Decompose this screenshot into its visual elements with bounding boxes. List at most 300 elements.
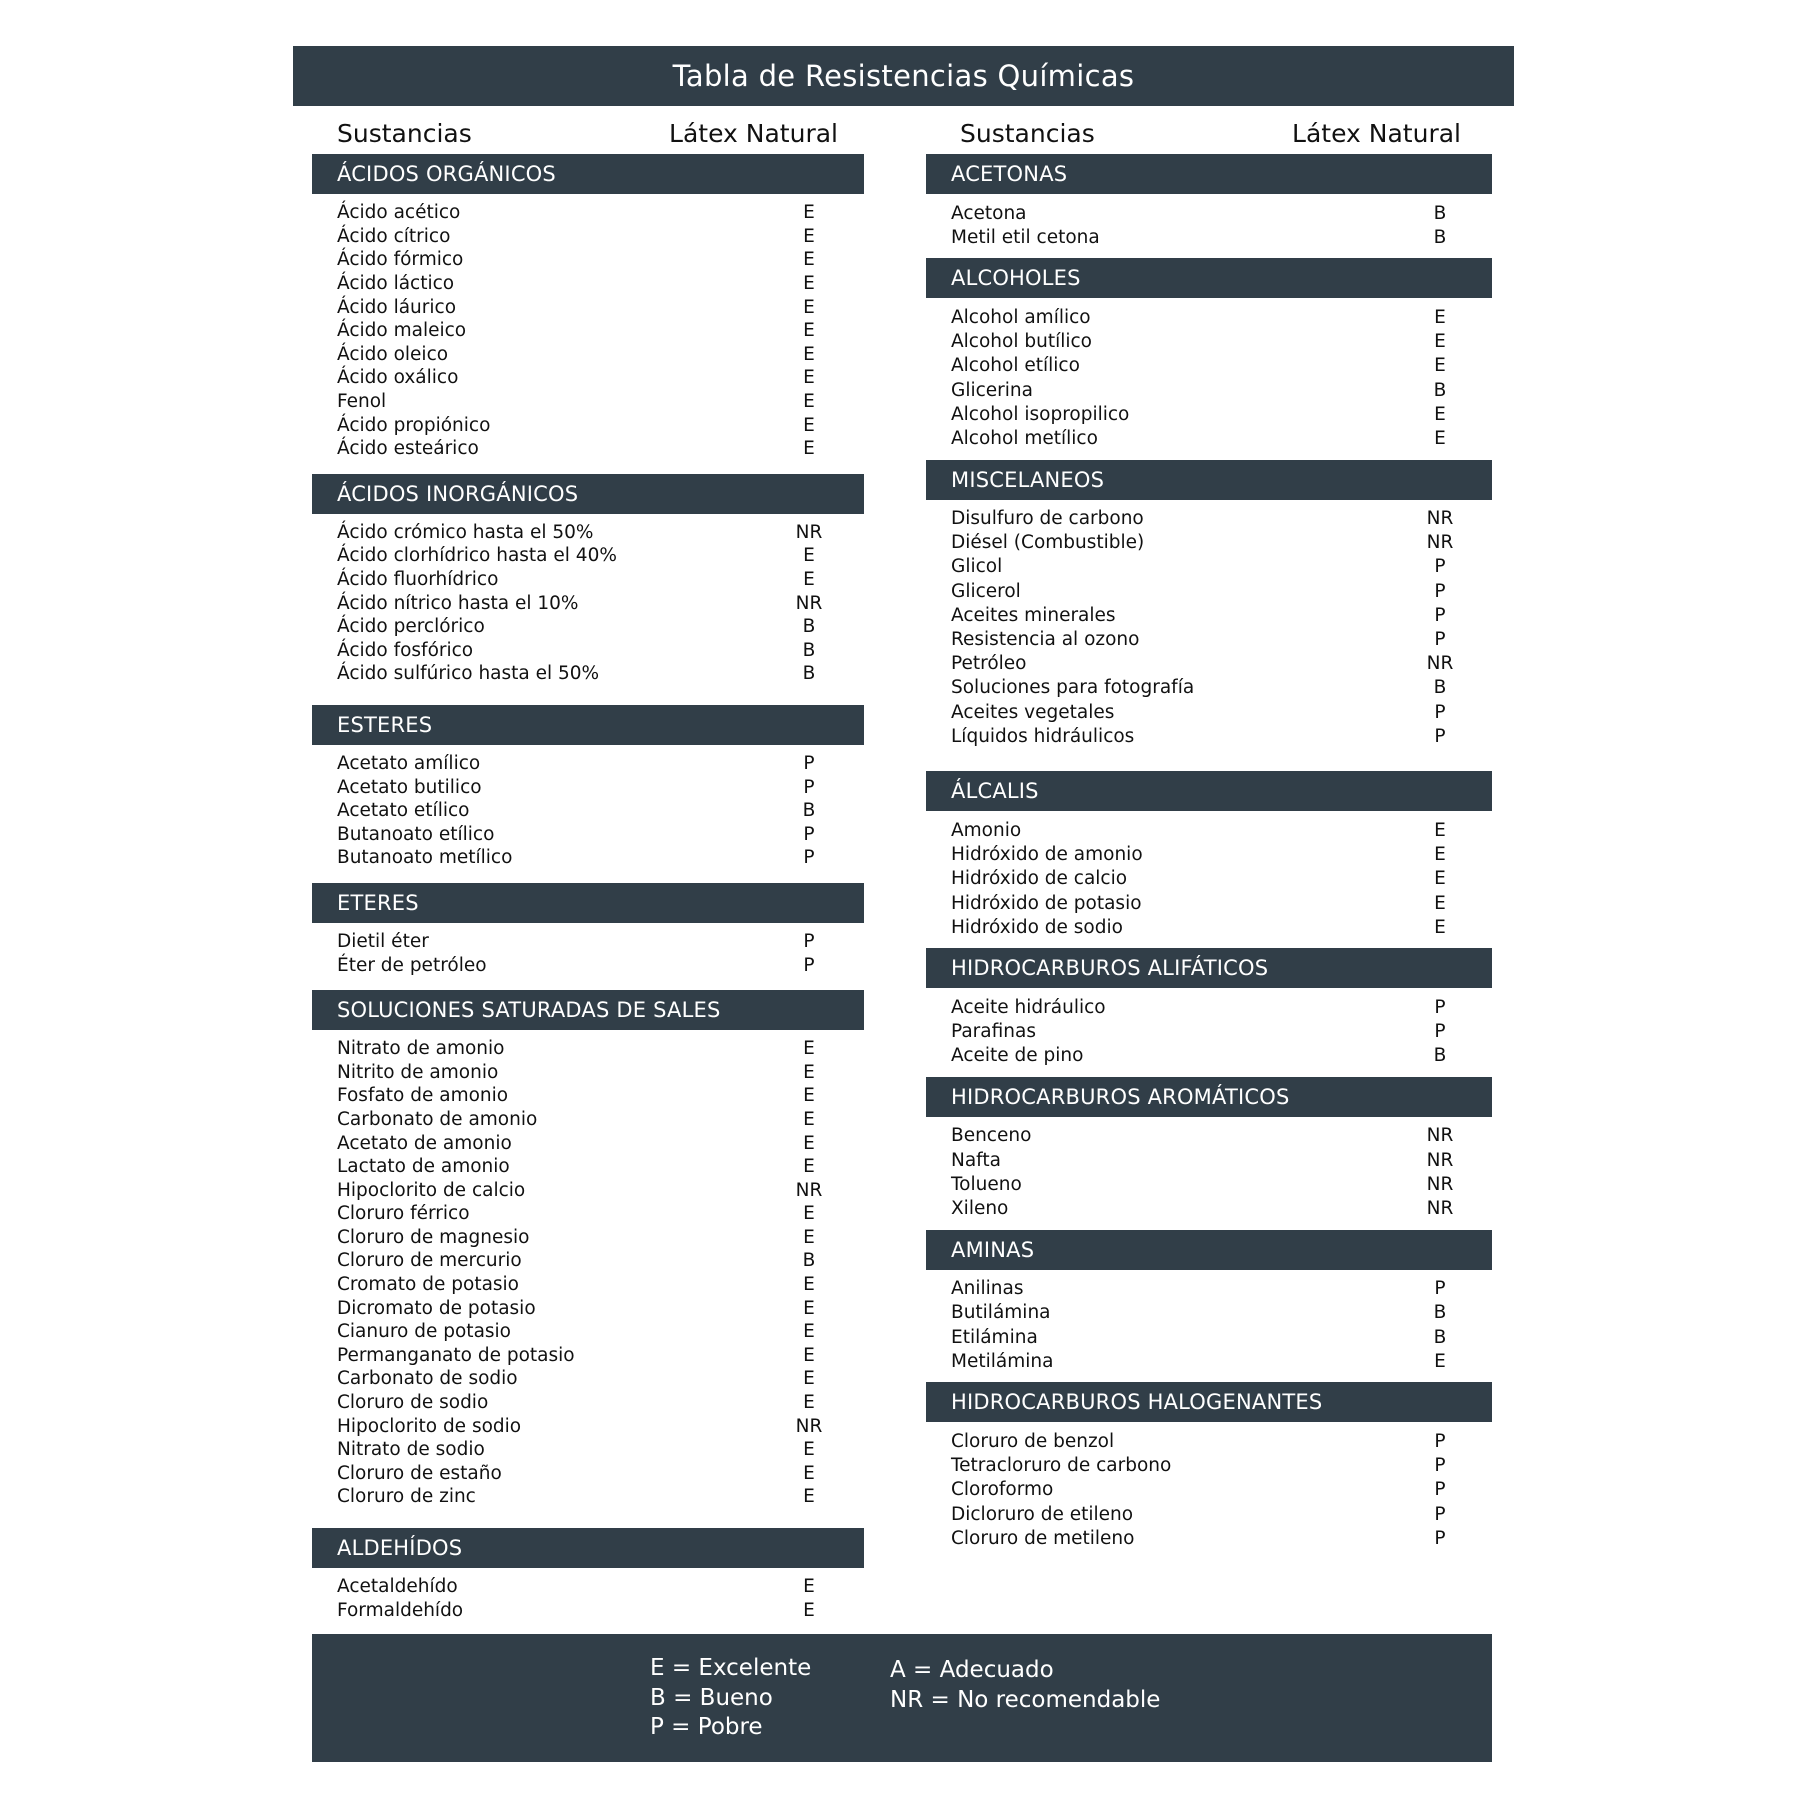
resistance-rating: E <box>1434 306 1446 328</box>
resistance-rating: E <box>803 545 815 567</box>
substance-name: Hidróxido de calcio <box>951 868 1128 890</box>
section-rows <box>312 1568 864 1631</box>
substance-name: Ácido perclórico <box>337 616 485 638</box>
section <box>312 1528 864 1631</box>
substance-name: Acetaldehído <box>337 1576 458 1598</box>
resistance-rating: NR <box>1426 1173 1454 1195</box>
section <box>312 705 864 879</box>
substance-name: Etilámina <box>951 1326 1038 1348</box>
substance-name: Ácido propiónico <box>337 414 491 436</box>
section-rows <box>312 923 864 986</box>
substance-name: Cloruro de sodio <box>337 1392 489 1414</box>
substance-name: Hipoclorito de calcio <box>337 1179 526 1201</box>
table-row <box>312 1060 864 1084</box>
table-row <box>926 378 1492 402</box>
table-row <box>312 201 864 225</box>
resistance-rating: E <box>803 1085 815 1107</box>
substance-name: Ácido crómico hasta el 50% <box>337 521 594 543</box>
substance-name: Dicloruro de etileno <box>951 1503 1134 1525</box>
substance-name: Anilinas <box>951 1278 1024 1300</box>
table-row <box>926 891 1492 915</box>
substance-name: Ácido fosfórico <box>337 639 474 661</box>
legend-item: NR = No recomendable <box>890 1686 1161 1713</box>
resistance-rating: E <box>803 1108 815 1130</box>
section-rows <box>926 811 1492 948</box>
page-title: Tabla de Resistencias Químicas <box>293 46 1514 106</box>
section <box>312 154 864 470</box>
table-row <box>312 662 864 686</box>
substance-name: Lactato de amonio <box>337 1156 510 1178</box>
resistance-rating: P <box>1434 725 1446 747</box>
substance-name: Carbonato de amonio <box>337 1108 538 1130</box>
resistance-rating: E <box>803 1462 815 1484</box>
resistance-rating: B <box>1433 1302 1447 1324</box>
resistance-rating: E <box>803 1368 815 1390</box>
substance-name: Ácido acético <box>337 202 461 224</box>
resistance-rating: NR <box>1426 1125 1454 1147</box>
resistance-rating: E <box>803 1132 815 1154</box>
table-row <box>926 724 1492 748</box>
table-row <box>926 1526 1492 1550</box>
substances-header: Sustancias <box>960 118 1095 148</box>
substance-name: Cloroformo <box>951 1479 1054 1501</box>
substance-name: Dietil éter <box>337 930 429 952</box>
table-row <box>312 295 864 319</box>
resistance-rating: B <box>802 616 816 638</box>
table-row <box>926 555 1492 579</box>
table-row <box>312 1598 864 1622</box>
substance-name: Cloruro de estaño <box>337 1462 502 1484</box>
resistance-rating: E <box>803 1203 815 1225</box>
resistance-rating: P <box>1434 604 1446 626</box>
resistance-rating: E <box>803 1392 815 1414</box>
resistance-rating: P <box>1434 996 1446 1018</box>
resistance-rating: B <box>802 1250 816 1272</box>
resistance-rating: B <box>1433 379 1447 401</box>
table-row <box>312 1202 864 1226</box>
substance-name: Butilámina <box>951 1302 1051 1324</box>
substance-name: Aceite hidráulico <box>951 996 1106 1018</box>
table-row <box>312 775 864 799</box>
table-row <box>312 366 864 390</box>
section-header: HIDROCARBUROS AROMÁTICOS <box>926 1077 1492 1117</box>
substance-name: Glicerina <box>951 379 1033 401</box>
substance-name: Carbonato de sodio <box>337 1368 518 1390</box>
resistance-rating: P <box>803 954 815 976</box>
table-row <box>926 818 1492 842</box>
table-row <box>312 1131 864 1155</box>
substance-name: Butanoato etílico <box>337 823 495 845</box>
substance-name: Hidróxido de sodio <box>951 916 1123 938</box>
resistance-rating: P <box>803 930 815 952</box>
section-header: HIDROCARBUROS ALIFÁTICOS <box>926 948 1492 988</box>
section-rows <box>312 194 864 470</box>
substance-name: Acetona <box>951 202 1027 224</box>
section-header: HIDROCARBUROS HALOGENANTES <box>926 1382 1492 1422</box>
substance-name: Cianuro de potasio <box>337 1321 511 1343</box>
substance-name: Xileno <box>951 1198 1009 1220</box>
substance-name: Hidróxido de potasio <box>951 892 1142 914</box>
table-row <box>312 846 864 870</box>
legend <box>312 1634 1492 1762</box>
resistance-rating: E <box>803 343 815 365</box>
substance-name: Dicromato de potasio <box>337 1297 536 1319</box>
table-row <box>926 1325 1492 1349</box>
table-row <box>926 354 1492 378</box>
substance-name: Petróleo <box>951 653 1027 675</box>
table-row <box>926 305 1492 329</box>
column-header-right <box>960 114 1461 152</box>
section <box>926 258 1492 459</box>
section-rows <box>926 500 1492 758</box>
table-row <box>926 843 1492 867</box>
resistance-rating: P <box>803 823 815 845</box>
substance-name: Parafinas <box>951 1021 1036 1043</box>
table-row <box>312 343 864 367</box>
table-row <box>926 579 1492 603</box>
table-row <box>926 1172 1492 1196</box>
substance-name: Tolueno <box>951 1173 1022 1195</box>
substance-name: Fosfato de amonio <box>337 1085 509 1107</box>
table-row <box>926 1502 1492 1526</box>
table-row <box>926 1196 1492 1220</box>
substance-name: Ácido fórmico <box>337 249 464 271</box>
section-rows <box>926 1422 1492 1559</box>
section-rows <box>926 194 1492 258</box>
legend-item: P = Pobre <box>650 1714 763 1740</box>
substance-name: Aceites vegetales <box>951 701 1115 723</box>
resistance-rating: B <box>1433 202 1447 224</box>
table-row <box>312 1108 864 1132</box>
substance-name: Ácido cítrico <box>337 225 451 247</box>
table-row <box>312 1438 864 1462</box>
substance-name: Acetato de amonio <box>337 1132 512 1154</box>
legend-item: B = Bueno <box>650 1684 773 1711</box>
resistance-rating: P <box>1434 1455 1446 1477</box>
table-row <box>926 1148 1492 1172</box>
table-row <box>926 330 1492 354</box>
resistance-rating: E <box>803 296 815 318</box>
substance-name: Disulfuro de carbono <box>951 508 1144 530</box>
resistance-rating: P <box>1434 1479 1446 1501</box>
substance-name: Acetato amílico <box>337 752 481 774</box>
substance-name: Cloruro férrico <box>337 1203 470 1225</box>
section-header: ALDEHÍDOS <box>312 1528 864 1568</box>
section <box>926 154 1492 258</box>
table-row <box>926 402 1492 426</box>
resistance-rating: P <box>1434 701 1446 723</box>
table-row <box>312 591 864 615</box>
substance-name: Hipoclorito de sodio <box>337 1415 522 1437</box>
table-row <box>926 995 1492 1019</box>
table-row <box>312 1084 864 1108</box>
resistance-rating: E <box>803 1156 815 1178</box>
section-header: ÁLCALIS <box>926 771 1492 811</box>
section-rows <box>312 1030 864 1518</box>
substance-name: Metilámina <box>951 1350 1054 1372</box>
substance-name: Diésel (Combustible) <box>951 532 1145 554</box>
section-header: MISCELANEOS <box>926 460 1492 500</box>
resistance-rating: NR <box>1426 508 1454 530</box>
table-row <box>312 752 864 776</box>
table-row <box>926 1478 1492 1502</box>
table-row <box>312 639 864 663</box>
table-row <box>926 225 1492 249</box>
section-header: SOLUCIONES SATURADAS DE SALES <box>312 990 864 1030</box>
resistance-rating: P <box>1434 1430 1446 1452</box>
resistance-rating: E <box>803 273 815 295</box>
column-header-left <box>337 114 838 152</box>
table-row <box>926 1349 1492 1373</box>
resistance-rating: B <box>1433 1045 1447 1067</box>
substance-name: Aceite de pino <box>951 1045 1084 1067</box>
resistance-rating: E <box>803 1576 815 1598</box>
left-column <box>312 154 864 1631</box>
table-row <box>312 822 864 846</box>
table-row <box>926 627 1492 651</box>
substance-name: Nitrito de amonio <box>337 1061 499 1083</box>
table-row <box>926 1277 1492 1301</box>
resistance-rating: E <box>1434 819 1446 841</box>
table-row <box>312 1344 864 1368</box>
table-row <box>312 437 864 461</box>
section-rows <box>926 988 1492 1077</box>
substance-name: Cromato de potasio <box>337 1274 520 1296</box>
resistance-rating: E <box>1434 916 1446 938</box>
resistance-rating: NR <box>795 1415 823 1437</box>
table-row <box>312 319 864 343</box>
table-row <box>312 521 864 545</box>
resistance-rating: E <box>803 1274 815 1296</box>
resistance-rating: P <box>803 847 815 869</box>
table-row <box>312 1320 864 1344</box>
material-header: Látex Natural <box>1292 118 1461 148</box>
resistance-rating: E <box>803 1038 815 1060</box>
resistance-rating: E <box>803 225 815 247</box>
resistance-rating: E <box>803 414 815 436</box>
table-row <box>312 225 864 249</box>
table-row <box>312 413 864 437</box>
resistance-rating: B <box>802 663 816 685</box>
right-column <box>926 154 1492 1559</box>
resistance-rating: P <box>803 776 815 798</box>
substance-name: Ácido oleico <box>337 343 449 365</box>
section-rows <box>312 514 864 695</box>
resistance-rating: E <box>803 1321 815 1343</box>
substance-name: Metil etil cetona <box>951 226 1100 248</box>
resistance-rating: NR <box>795 521 823 543</box>
resistance-rating: E <box>803 438 815 460</box>
resistance-rating: P <box>1434 1278 1446 1300</box>
table-row <box>312 248 864 272</box>
table-row <box>312 1249 864 1273</box>
legend-item: E = Excelente <box>650 1655 812 1681</box>
substance-name: Ácido nítrico hasta el 10% <box>337 592 579 614</box>
table-row <box>926 1020 1492 1044</box>
resistance-rating: P <box>1434 556 1446 578</box>
legend-item: A = Adecuado <box>890 1657 1054 1683</box>
substance-name: Hidróxido de amonio <box>951 844 1143 866</box>
section-rows <box>926 1117 1492 1230</box>
substance-name: Ácido sulfúrico hasta el 50% <box>337 663 600 685</box>
table-row <box>926 531 1492 555</box>
substance-name: Glicol <box>951 556 1003 578</box>
table-row <box>926 507 1492 531</box>
substance-name: Alcohol metílico <box>951 427 1098 449</box>
substance-name: Formaldehído <box>337 1599 464 1621</box>
resistance-rating: P <box>1434 1503 1446 1525</box>
table-row <box>312 390 864 414</box>
section-header: ALCOHOLES <box>926 258 1492 298</box>
table-row <box>926 1044 1492 1068</box>
substance-name: Nitrato de sodio <box>337 1439 485 1461</box>
resistance-rating: E <box>803 1297 815 1319</box>
resistance-rating: E <box>803 1486 815 1508</box>
resistance-rating: NR <box>1426 532 1454 554</box>
resistance-rating: E <box>1434 892 1446 914</box>
substance-name: Permanganato de potasio <box>337 1344 575 1366</box>
resistance-rating: E <box>803 1344 815 1366</box>
table-row <box>312 1485 864 1509</box>
substance-name: Fenol <box>337 391 387 413</box>
substance-name: Aceites minerales <box>951 604 1116 626</box>
resistance-rating: E <box>803 320 815 342</box>
resistance-rating: E <box>803 249 815 271</box>
resistance-rating: E <box>803 1226 815 1248</box>
resistance-rating: NR <box>1426 1198 1454 1220</box>
substance-name: Ácido fluorhídrico <box>337 569 499 591</box>
table-row <box>312 799 864 823</box>
resistance-rating: P <box>803 752 815 774</box>
substance-name: Cloruro de benzol <box>951 1430 1115 1452</box>
resistance-rating: E <box>803 391 815 413</box>
resistance-rating: E <box>1434 868 1446 890</box>
section <box>312 990 864 1518</box>
resistance-rating: NR <box>1426 653 1454 675</box>
resistance-rating: E <box>803 202 815 224</box>
table-row <box>312 272 864 296</box>
substance-name: Cloruro de metileno <box>951 1527 1135 1549</box>
table-row <box>926 603 1492 627</box>
table-row <box>312 1367 864 1391</box>
section <box>926 1077 1492 1230</box>
resistance-rating: E <box>803 569 815 591</box>
substance-name: Butanoato metílico <box>337 847 513 869</box>
table-row <box>312 1273 864 1297</box>
table-row <box>926 700 1492 724</box>
table-row <box>926 1454 1492 1478</box>
resistance-rating: NR <box>795 1179 823 1201</box>
substance-name: Resistencia al ozono <box>951 629 1140 651</box>
substance-name: Ácido esteárico <box>337 438 479 460</box>
section <box>926 771 1492 948</box>
table-row <box>926 676 1492 700</box>
substance-name: Tetracloruro de carbono <box>951 1455 1172 1477</box>
resistance-rating: NR <box>1426 1149 1454 1171</box>
section <box>926 948 1492 1077</box>
table-row <box>312 544 864 568</box>
resistance-rating: E <box>803 367 815 389</box>
resistance-rating: E <box>1434 1350 1446 1372</box>
substance-name: Ácido clorhídrico hasta el 40% <box>337 545 617 567</box>
resistance-rating: P <box>1434 1021 1446 1043</box>
section-header: ÁCIDOS INORGÁNICOS <box>312 474 864 514</box>
resistance-rating: E <box>1434 403 1446 425</box>
table-row <box>312 568 864 592</box>
substance-name: Ácido maleico <box>337 320 467 342</box>
section-header: ETERES <box>312 883 864 923</box>
resistance-rating: P <box>1434 580 1446 602</box>
resistance-rating: E <box>1434 427 1446 449</box>
resistance-rating: NR <box>795 592 823 614</box>
material-header: Látex Natural <box>669 118 838 148</box>
substance-name: Cloruro de zinc <box>337 1486 476 1508</box>
section-header: ÁCIDOS ORGÁNICOS <box>312 154 864 194</box>
resistance-rating: P <box>1434 629 1446 651</box>
section <box>312 474 864 695</box>
substance-name: Nitrato de amonio <box>337 1038 505 1060</box>
substance-name: Líquidos hidráulicos <box>951 725 1135 747</box>
resistance-rating: P <box>1434 1527 1446 1549</box>
table-row <box>312 953 864 977</box>
substance-name: Cloruro de magnesio <box>337 1226 530 1248</box>
table-row <box>926 867 1492 891</box>
table-row <box>312 1037 864 1061</box>
table-row <box>926 1301 1492 1325</box>
substance-name: Nafta <box>951 1149 1001 1171</box>
table-row <box>312 1414 864 1438</box>
resistance-rating: E <box>803 1599 815 1621</box>
substance-name: Ácido láctico <box>337 273 455 295</box>
legend-column-2 <box>890 1656 1160 1715</box>
section-rows <box>926 298 1492 459</box>
table-row <box>312 1462 864 1486</box>
substance-name: Acetato etílico <box>337 800 470 822</box>
resistance-rating: E <box>1434 331 1446 353</box>
substance-name: Ácido oxálico <box>337 367 459 389</box>
resistance-rating: B <box>1433 1326 1447 1348</box>
substance-name: Ácido láurico <box>337 296 457 318</box>
table-row <box>312 1391 864 1415</box>
table-row <box>926 652 1492 676</box>
legend-column-1 <box>650 1654 811 1743</box>
section <box>926 460 1492 758</box>
resistance-rating: B <box>802 800 816 822</box>
substance-name: Alcohol butílico <box>951 331 1092 353</box>
substance-name: Cloruro de mercurio <box>337 1250 522 1272</box>
substance-name: Alcohol isopropilico <box>951 403 1130 425</box>
table-row <box>312 1575 864 1599</box>
section-header: ESTERES <box>312 705 864 745</box>
table-row <box>312 1155 864 1179</box>
substance-name: Éter de petróleo <box>337 954 487 976</box>
table-row <box>926 1429 1492 1453</box>
substance-name: Soluciones para fotografía <box>951 677 1195 699</box>
section <box>926 1230 1492 1383</box>
resistance-rating: B <box>1433 226 1447 248</box>
table-row <box>312 1226 864 1250</box>
resistance-rating: E <box>803 1439 815 1461</box>
table-row <box>926 1124 1492 1148</box>
table-row <box>312 930 864 954</box>
table-row <box>926 915 1492 939</box>
substance-name: Acetato butilico <box>337 776 482 798</box>
substance-name: Glicerol <box>951 580 1021 602</box>
substance-name: Alcohol amílico <box>951 306 1091 328</box>
section-rows <box>312 745 864 879</box>
section <box>312 883 864 986</box>
resistance-rating: E <box>803 1061 815 1083</box>
